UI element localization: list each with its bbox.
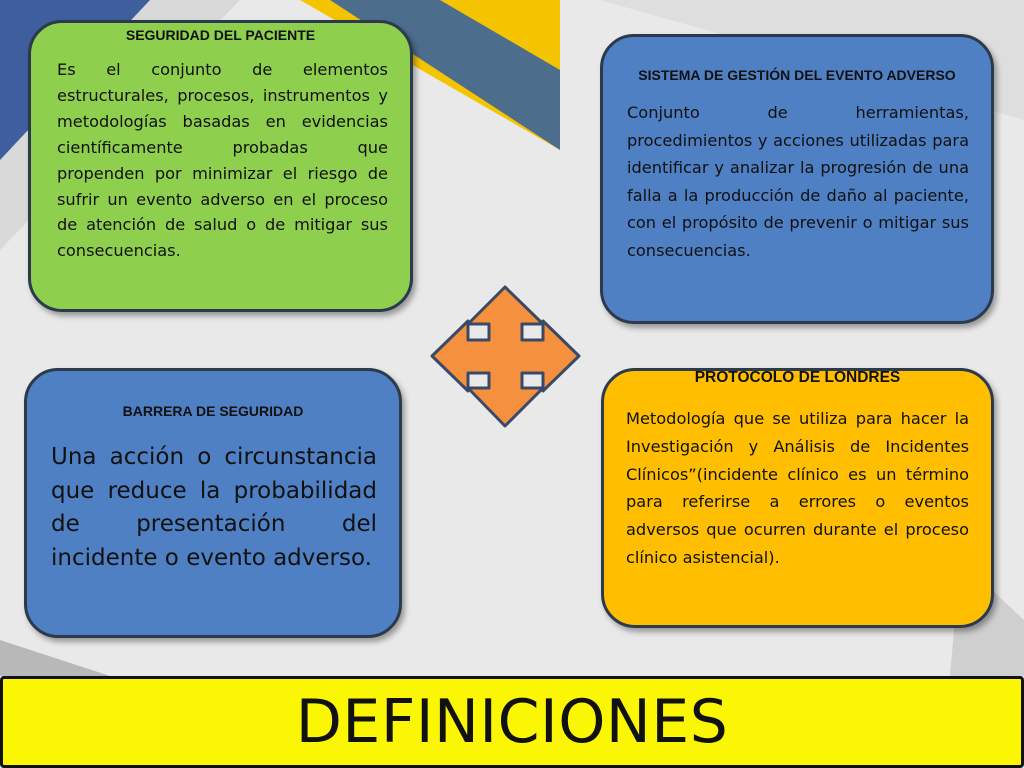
seguridad-paciente-title: SEGURIDAD DEL PACIENTE bbox=[125, 27, 316, 43]
sistema-gestion-title: SISTEMA DE GESTIÓN DEL EVENTO ADVERSO bbox=[638, 67, 956, 83]
seguridad-paciente-text: Es el conjunto de elementos estructurales, procesos, instrumentos y metodologías basadas en evidencias científicamente probadas que propenden por minimizar el riesgo de sufrir un evento adverso en el proceso de atención de salud o de mitigar sus consecuencias. bbox=[57, 60, 388, 261]
protocolo-londres-title: PROTOCOLO DE LONDRES bbox=[694, 369, 901, 386]
seguridad-paciente-box bbox=[28, 20, 413, 312]
protocolo-londres-text: Metodología que se utiliza para hacer la Investigación y Análisis de Incidentes Clínicos”(incidente clínico es un término para referirse a errores o eventos adversos que ocurren durante el proceso clínico asistencial). bbox=[626, 409, 969, 567]
barrera-seguridad-text: Una acción o circunstancia que reduce la probabilidad de presentación del incidente o evento adverso. bbox=[51, 444, 377, 571]
barrera-seguridad-title: BARRERA DE SEGURIDAD bbox=[122, 403, 304, 419]
footer-banner bbox=[0, 676, 1024, 768]
page-title: DEFINICIONES bbox=[295, 687, 729, 757]
barrera-seguridad-box bbox=[24, 368, 402, 638]
sistema-gestion-box bbox=[600, 34, 994, 324]
protocolo-londres-box bbox=[601, 368, 994, 628]
four-way-arrow-icon bbox=[428, 284, 583, 429]
sistema-gestion-text: Conjunto de herramientas, procedimientos y acciones utilizadas para identificar y analizar la progresión de una falla a la producción de daño al paciente, con el propósito de prevenir o mitigar sus consecuencias. bbox=[627, 103, 969, 260]
